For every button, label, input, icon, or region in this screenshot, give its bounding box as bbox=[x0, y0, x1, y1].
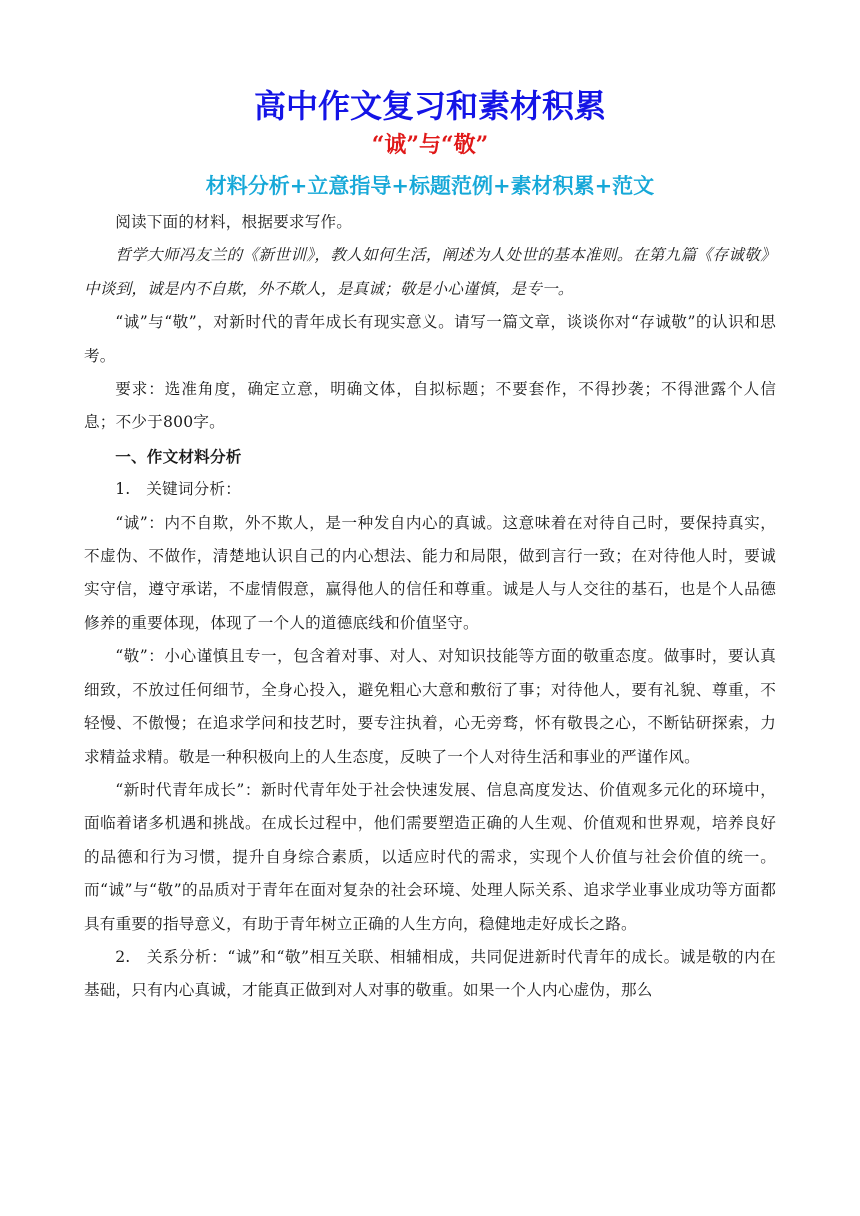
document-subtitle: “诚”与“敬” bbox=[371, 132, 489, 158]
paragraph-youth: “新时代青年成长”：新时代青年处于社会快速发展、信息高度发达、价值观多元化的环境中，面临着诸多机遇和挑战。在成长过程中，他们需要塑造正确的人生观、价值观和世界观，培养良好的品德和行为习惯，提升自身综合素质，以适应时代的需求，实现个人价值与社会价值的统一。而“诚”与“敬”的品质对于青年在面对复杂的社会环境、处理人际关系、追求学业事业成功等方面都具有重要的指导意义，有助于青年树立正确的人生方向，稳健地走好成长之路。 bbox=[84, 780, 776, 933]
paragraph-cheng: “诚”：内不自欺，外不欺人，是一种发自内心的真诚。这意味着在对待自己时，要保持真实，不虚伪、不做作，清楚地认识自己的内心想法、能力和局限，做到言行一致；在对待他人时，要诚实守信，遵守承诺，不虚情假意，赢得他人的信任和尊重。诚是人与人交往的基石，也是个人品德修养的重要体现，体现了一个人的道德底线和价值坚守。 bbox=[84, 513, 776, 632]
paragraph-relation: 2. 关系分析：“诚”和“敬”相互关联、相辅相成，共同促进新时代青年的成长。诚是敬的内在基础，只有内心真诚，才能真正做到对人对事的敬重。如果一个人内心虚伪，那么 bbox=[84, 947, 776, 1000]
document-section-list: 材料分析+立意指导+标题范例+素材积累+范文 bbox=[205, 173, 655, 198]
paragraph-instruction: 阅读下面的材料，根据要求写作。 bbox=[115, 213, 353, 231]
paragraph-material: 哲学大师冯友兰的《新世训》，教人如何生活，阐述为人处世的基本准则。在第九篇《存诚敬》中谈到，诚是内不自欺，外不欺人，是真诚；敬是小心谨慎，是专一。 bbox=[84, 246, 776, 298]
paragraph-requirements: 要求：选准角度，确定立意，明确文体，自拟标题；不要套作，不得抄袭；不得泄露个人信息；不少于800字。 bbox=[84, 380, 776, 432]
paragraph-jing: “敬”：小心谨慎且专一，包含着对事、对人、对知识技能等方面的敬重态度。做事时，要认真细致，不放过任何细节，全身心投入，避免粗心大意和敷衍了事；对待他人，要有礼貌、尊重，不轻慢、不傲慢；在追求学问和技艺时，要专注执着，心无旁骛，怀有敬畏之心，不断钻研探索，力求精益求精。敬是一种积极向上的人生态度，反映了一个人对待生活和事业的严谨作风。 bbox=[84, 647, 776, 766]
section-heading: 一、作文材料分析 bbox=[115, 446, 242, 466]
paragraph-prompt: “诚”与“敬”，对新时代的青年成长有现实意义。请写一篇文章，谈谈你对“存诚敬”的认识和思考。 bbox=[84, 313, 776, 365]
document-body bbox=[84, 206, 776, 1008]
subsection-keywords: 1. 关键词分析： bbox=[115, 480, 242, 499]
document-title: 高中作文复习和素材积累 bbox=[253, 87, 606, 125]
